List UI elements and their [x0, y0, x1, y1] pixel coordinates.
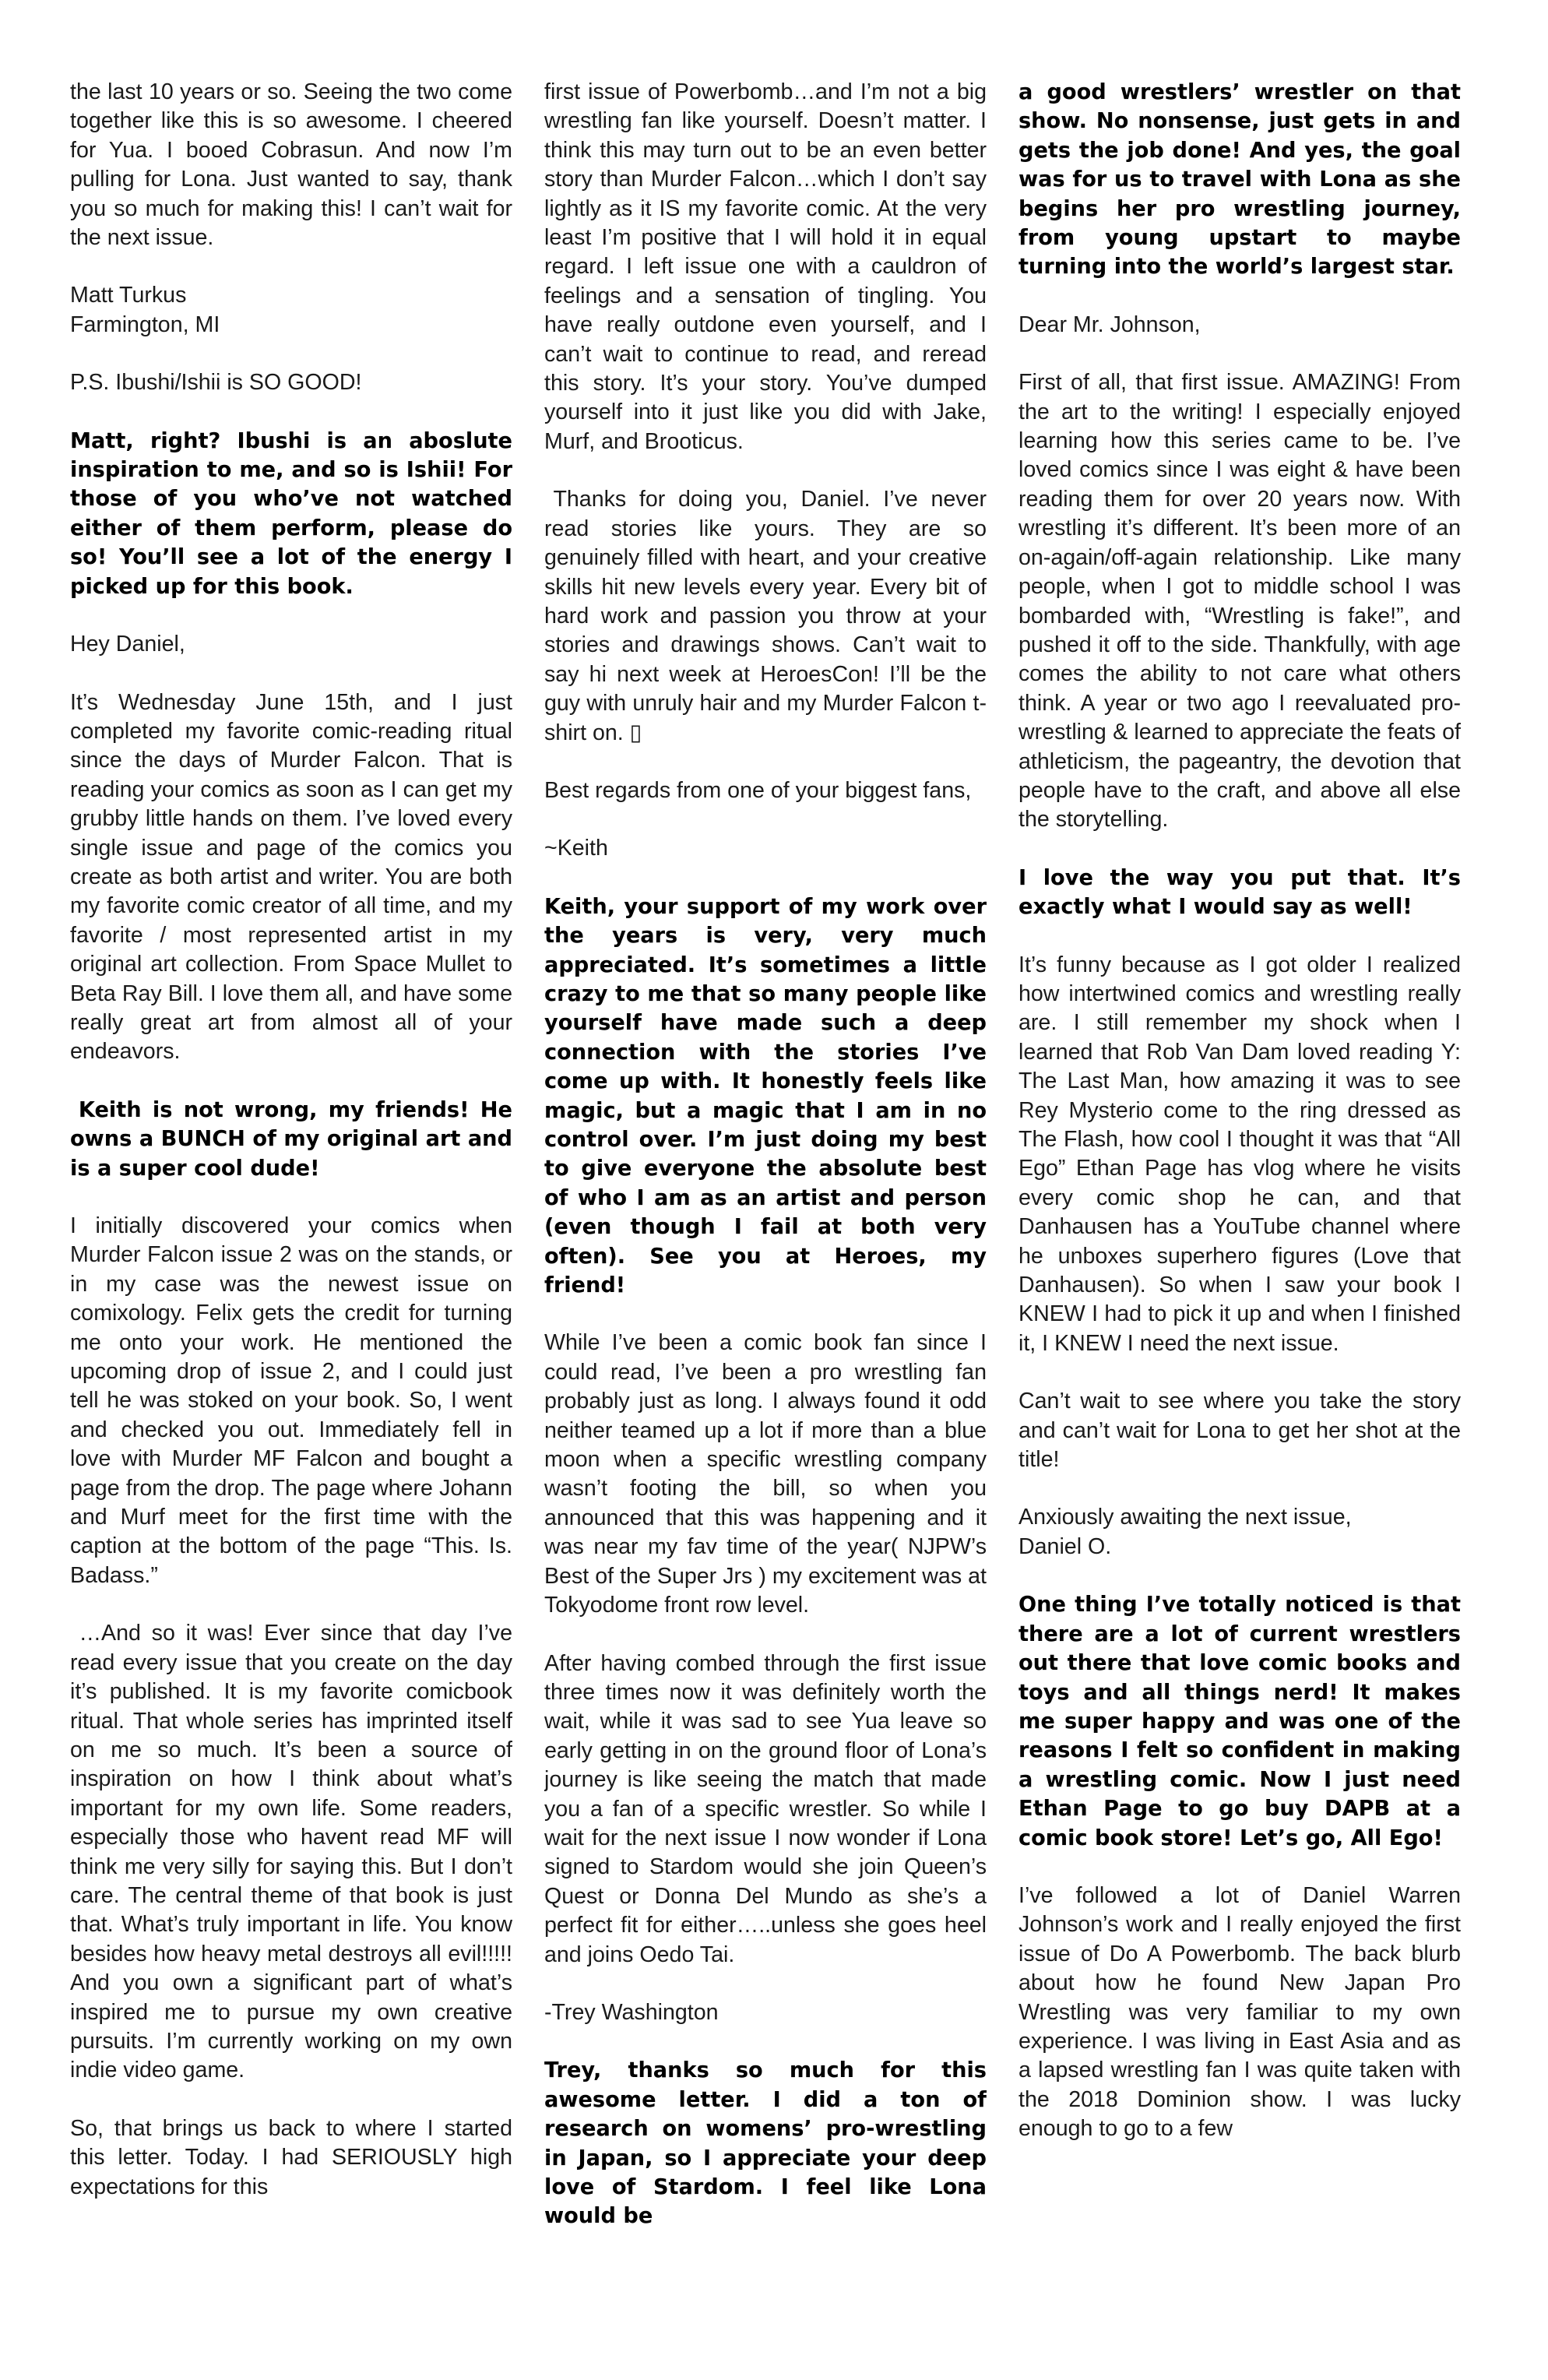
letter-paragraph: …And so it was! Ever since that day I’ve read every issue that you create on the day it’s published. It is my favorite comicbook ritual. That whole series has imprinted itself on me so much. It’s been a source of inspiration on how I think about what’s important for my own life. Some readers, especially those who havent read MF will think me very silly for saying this. But I don’t care. The central theme of that book is just that. What’s truly important in life. You know besides how heavy metal destroys all evil!!!!! And you own a significant part of what’s inspired me to pursue my own creative pursuits. I’m currently working on my own indie video game.	[70, 1621, 512, 2083]
letters-column-3	[1019, 78, 1461, 2360]
letter-paragraph: the last 10 years or so. Seeing the two come together like this is so awesome. I cheered for Yua. I booed Cobrasun. And now I’m pulling for Lona. Just wanted to say, thank you so much for making this! I can’t wait for the next issue.	[70, 79, 512, 251]
creator-reply: a good wrestlers’ wrestler on that show. No nonsense, just gets in and gets the job done! And yes, the goal was for us to travel with Lona as she begins her pro wrestling journey, from young upstart to maybe turning into the world’s largest star.	[1019, 80, 1461, 280]
creator-reply: One thing I’ve totally noticed is that there are a lot of current wrestlers out there that love comic books and toys and all things nerd! It makes me super happy and was one of the reasons I felt so confident in making a wrestling comic. Now I just need Ethan Page to go buy DAPB at a comic book store! Let’s go, All Ego!	[1019, 1593, 1461, 1850]
letter-signature: ~Keith	[544, 836, 608, 861]
letter-paragraph: After having combed through the first issue three times now it was definitely worth the wait, while it was sad to see Yua leave so early getting in on the ground floor of Lona’s journey is like seeing the match that made you a fan of a specific wrestler. So while I wait for the next issue I now wonder if Lona signed to Stardom would she join Queen’s Quest or Donna Del Mundo as she’s a perfect fit for either…..unless she goes heel and joins Oedo Tai.	[544, 1650, 987, 1967]
letter-paragraph: It’s funny because as I got older I realized how intertwined comics and wrestling really are. I still remember my shock when I learned that Rob Van Dam loved reading Y: The Last Man, how amazing it was to see Rey Mysterio come to the ring dressed as The Flash, how cool I thought it was that “All Ego” Ethan Page has vlog where he visits every comic shop he can, and that Danhausen has a YouTube channel where he unboxes superhero figures (Love that Danhausen). So when I saw your book I KNEW I had to pick it up and when I finished it, I KNEW I need the next issue.	[1019, 952, 1461, 1356]
creator-reply: I love the way you put that. It’s exactly what I would say as well!	[1019, 865, 1461, 920]
letter-paragraph: First of all, that first issue. AMAZING! From the art to the writing! I especially enjoyed learning how this series came to be. I’ve loved comics since I was eight & have been reading them for over 20 years now. With wrestling it’s different. It’s been more of an on-again/off-again relationship. Like many people, when I got to middle school I was bombarded with, “Wrestling is fake!”, and pushed it off to the side. Thankfully, with age comes the ability to not care what others think. A year or two ago I reevaluated pro-wrestling & learned to appreciate the feats of athleticism, the pageantry, the devotion that people have to the craft, and above all else the storytelling.	[1019, 370, 1461, 833]
letter-postscript: P.S. Ibushi/Ishii is SO GOOD!	[70, 370, 362, 396]
letter-paragraph: Can’t wait to see where you take the story and can’t wait for Lona to get her shot at the title!	[1019, 1389, 1461, 1473]
letter-paragraph: I’ve followed a lot of Daniel Warren Johnson’s work and I really enjoyed the first issue of Do A Powerbomb. The back blurb about how he found New Japan Pro Wrestling was very familiar to my own experience. I was living in East Asia and as a lapsed wrestling fan I was quite taken with the 2018 Dominion show. I was lucky enough to go to a few	[1019, 1882, 1461, 2142]
creator-reply: Keith, your support of my work over the years is very, very much appreciated. It’s sometimes a little crazy to me that so many people like yourself have made such a deep connection with the stories I’ve come up with. It honestly feels like magic, but a magic that I am in no control over. I’m just doing my best to give everyone the absolute best of who I am as an artist and person (even though I fail at both very often). See you at Heroes, my friend!	[544, 894, 987, 1298]
creator-reply: Keith is not wrong, my friends! He owns a BUNCH of my original art and is a super cool dude!	[70, 1097, 512, 1181]
letter-closing: Best regards from one of your biggest fans,	[544, 777, 972, 803]
letter-signature: -Trey Washington	[544, 1999, 719, 2025]
letter-paragraph: While I’ve been a comic book fan since I could read, I’ve been a pro wrestling fan probably just as long. I always found it odd neither teamed up a lot if more than a blue moon when a specific wrestling company wasn’t footing the bill, so when you announced that this was happening and it was near my fav time of the year( NJPW’s Best of the Super Jrs ) my excitement was at Tokyodome front row level.	[544, 1330, 987, 1618]
letter-paragraph: first issue of Powerbomb…and I’m not a big wrestling fan like yourself. Doesn’t matter. I think this may turn out to be an even better story than Murder Falcon…which I don’t say lightly as it IS my favorite comic. At the very least I’m positive that I will hold it in equal regard. I left issue one with a cauldron of feelings and a sensation of tingling. You have really outdone even yourself, and I can’t wait to continue to read, and reread this story. It’s your story. You’ve dumped yourself into it just like you did with Jake, Murf, and Brooticus.	[544, 79, 987, 454]
creator-reply: Matt, right? Ibushi is an aboslute inspiration to me, and so is Ishii! For those of you who’ve not watched either of them perform, please do so! You’ll see a lot of the energy I picked up for this book.	[70, 428, 512, 599]
letter-salutation: Hey Daniel,	[70, 632, 185, 657]
creator-reply: Trey, thanks so much for this awesome letter. I did a ton of research on womens’ pro-wrestling in Japan, so I appreciate your deep love of Stardom. I feel like Lona would be	[544, 2058, 987, 2229]
letter-signature: Matt Turkus Farmington, MI	[70, 283, 220, 337]
letter-paragraph: I initially discovered your comics when Murder Falcon issue 2 was on the stands, or in my case was the newest issue on comixology. Felix gets the credit for turning me onto your work. He mentioned the upcoming drop of issue 2, and I could just tell he was stoked on your book. So, I went and checked you out. Immediately fell in love with Murder MF Falcon and bought a page from the drop. The page where Johann and Murf meet for the first time with the caption at the bottom of the page “This. Is. Badass.”	[70, 1213, 512, 1588]
letter-signature: Anxiously awaiting the next issue, Daniel O.	[1019, 1505, 1352, 1559]
letter-paragraph: So, that brings us back to where I started this letter. Today. I had SERIOUSLY high expectations for this	[70, 2115, 512, 2199]
letter-paragraph: Thanks for doing you, Daniel. I’ve never read stories like yours. They are so genuinely filled with heart, and your creative skills hit new levels every year. Every bit of hard work and passion you throw at your stories and drawings shows. Can’t wait to say hi next week at HeroesCon! I’ll be the guy with unruly hair and my Murder Falcon t-shirt on. ▯	[544, 487, 987, 745]
letters-column-2	[544, 78, 987, 2360]
letter-paragraph: It’s Wednesday June 15th, and I just completed my favorite comic-reading ritual since the days of Murder Falcon. That is reading your comics as soon as I can get my grubby little hands on them. I’ve loved every single issue and page of the comics you create as both artist and writer. You are both my favorite comic creator of all time, and my favorite / most represented artist in my original art collection. From Space Mullet to Beta Ray Bill. I love them all, and have some really great art from almost all of your endeavors.	[70, 689, 512, 1065]
letter-salutation: Dear Mr. Johnson,	[1019, 312, 1201, 337]
letters-column-1	[70, 78, 512, 2360]
